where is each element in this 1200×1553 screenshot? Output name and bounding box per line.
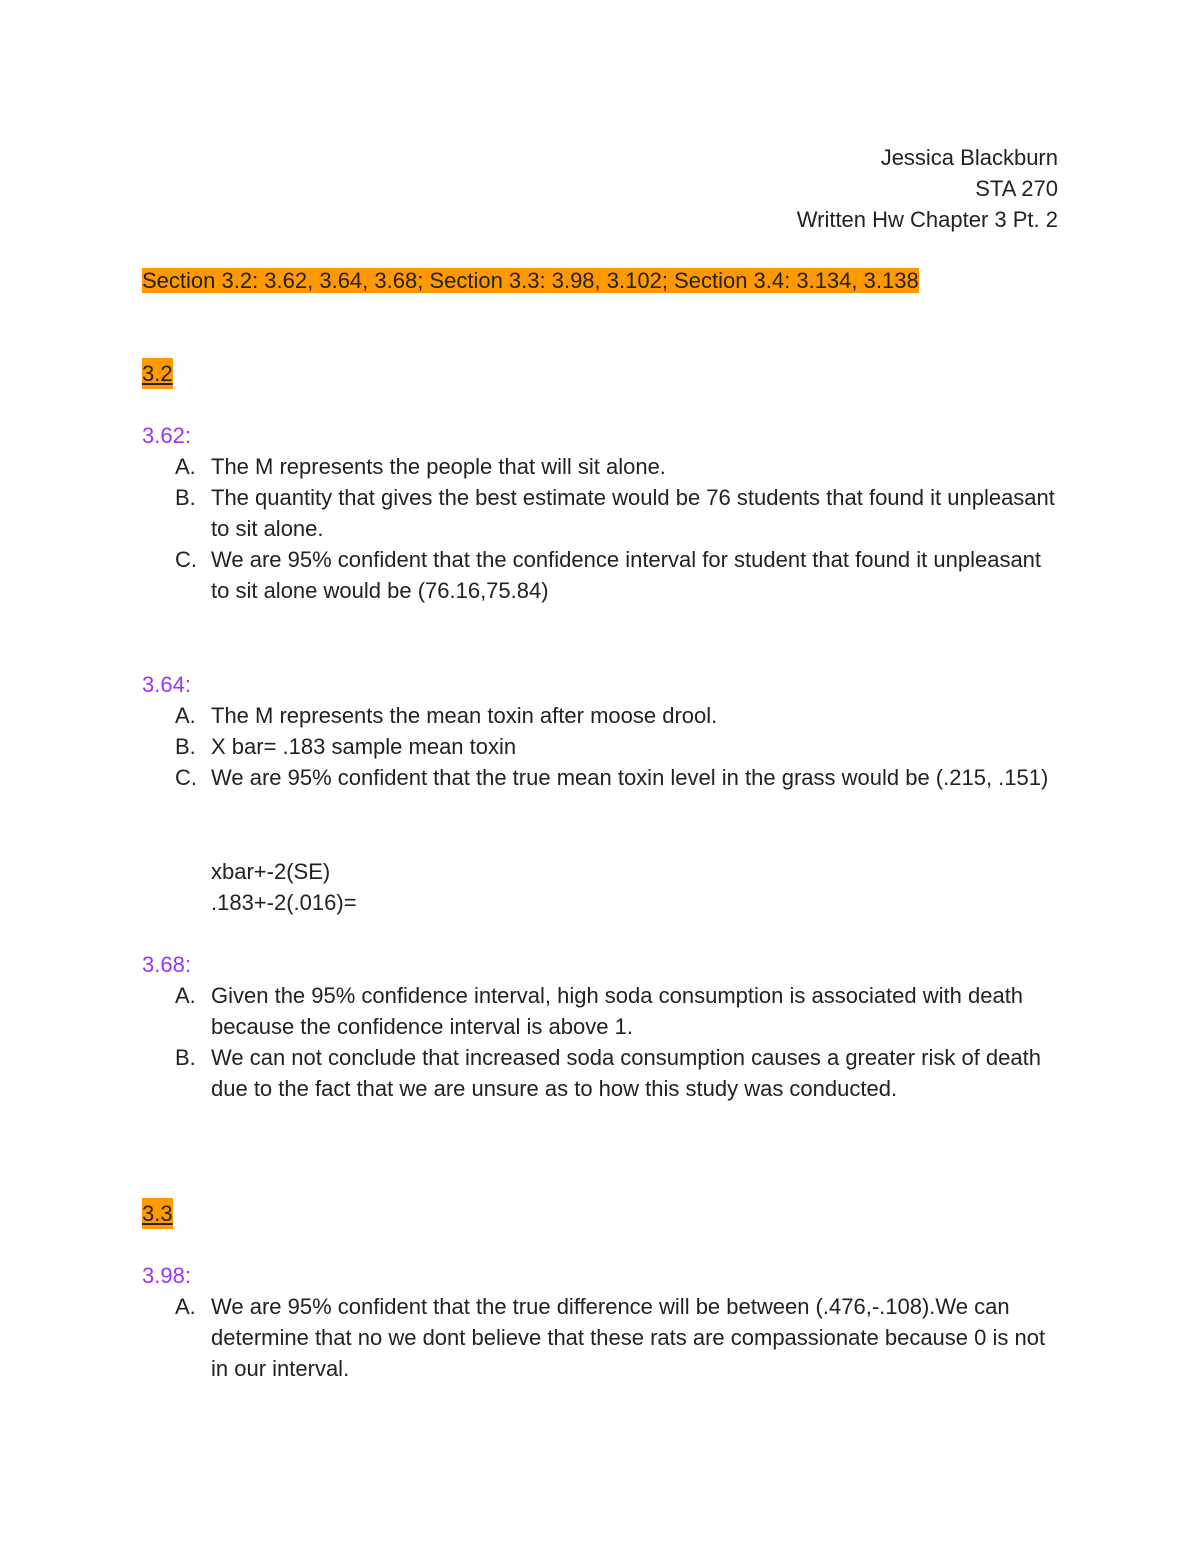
list-item-text: We are 95% confident that the confidence interval for student that found it unpleasant to sit alone would be (76.16,75.84) — [211, 547, 1042, 603]
list-marker: C. — [175, 765, 197, 790]
answer-list-3-98 — [142, 1291, 1062, 1384]
assigned-problems — [142, 265, 919, 296]
list-item-text: The quantity that gives the best estimate would be 76 students that found it unpleasant to sit alone. — [211, 485, 1055, 541]
list-item-text: X bar= .183 sample mean toxin — [211, 734, 517, 759]
list-marker: A. — [175, 983, 196, 1008]
list-item — [142, 731, 1062, 762]
formula-line-2: .183+-2(.016)= — [211, 890, 357, 915]
course-code: STA 270 — [975, 176, 1058, 201]
document-header — [797, 142, 1058, 235]
list-item-text: We can not conclude that increased soda consumption causes a greater risk of death due to the fact that we are unsure as to how this study was conducted. — [211, 1045, 1041, 1101]
list-marker: A. — [175, 454, 196, 479]
question-label-3-68: 3.68: — [142, 952, 191, 977]
question-label-3-64: 3.64: — [142, 672, 191, 697]
list-marker: C. — [175, 547, 197, 572]
list-marker: A. — [175, 703, 196, 728]
answer-list-3-64 — [142, 700, 1062, 793]
list-marker: B. — [175, 734, 196, 759]
list-item-text: The M represents the people that will sit alone. — [211, 454, 666, 479]
list-item — [142, 980, 1062, 1042]
list-marker: A. — [175, 1294, 196, 1319]
list-item-text: We are 95% confident that the true mean toxin level in the grass would be (.215, .151) — [211, 765, 1049, 790]
question-label-3-98: 3.98: — [142, 1263, 191, 1288]
list-item — [142, 482, 1062, 544]
answer-list-3-68 — [142, 980, 1062, 1104]
formula-line-1: xbar+-2(SE) — [211, 859, 331, 884]
list-marker: B. — [175, 1045, 196, 1070]
assignment-title: Written Hw Chapter 3 Pt. 2 — [796, 207, 1058, 232]
list-item-text: Given the 95% confidence interval, high soda consumption is associated with death because the confidence interval is above 1. — [211, 983, 1024, 1039]
list-item — [142, 700, 1062, 731]
answer-list-3-62 — [142, 451, 1062, 606]
list-item — [142, 762, 1062, 793]
list-item — [142, 1291, 1062, 1384]
list-item — [142, 544, 1062, 606]
section-heading-3-3: 3.3 — [142, 1198, 173, 1229]
section-heading-3-2: 3.2 — [142, 358, 173, 389]
question-label-3-62: 3.62: — [142, 423, 191, 448]
assigned-problems-text: Section 3.2: 3.62, 3.64, 3.68; Section 3.3: 3.98, 3.102; Section 3.4: 3.134, 3.138 — [142, 268, 919, 293]
list-item — [142, 1042, 1062, 1104]
author-name: Jessica Blackburn — [880, 145, 1058, 170]
list-item — [142, 451, 1062, 482]
list-item-text: The M represents the mean toxin after moose drool. — [211, 703, 718, 728]
list-marker: B. — [175, 485, 196, 510]
list-item-text: We are 95% confident that the true difference will be between (.476,-.108).We can determine that no we dont believe that these rats are compassionate because 0 is not in our interval. — [211, 1294, 1046, 1381]
